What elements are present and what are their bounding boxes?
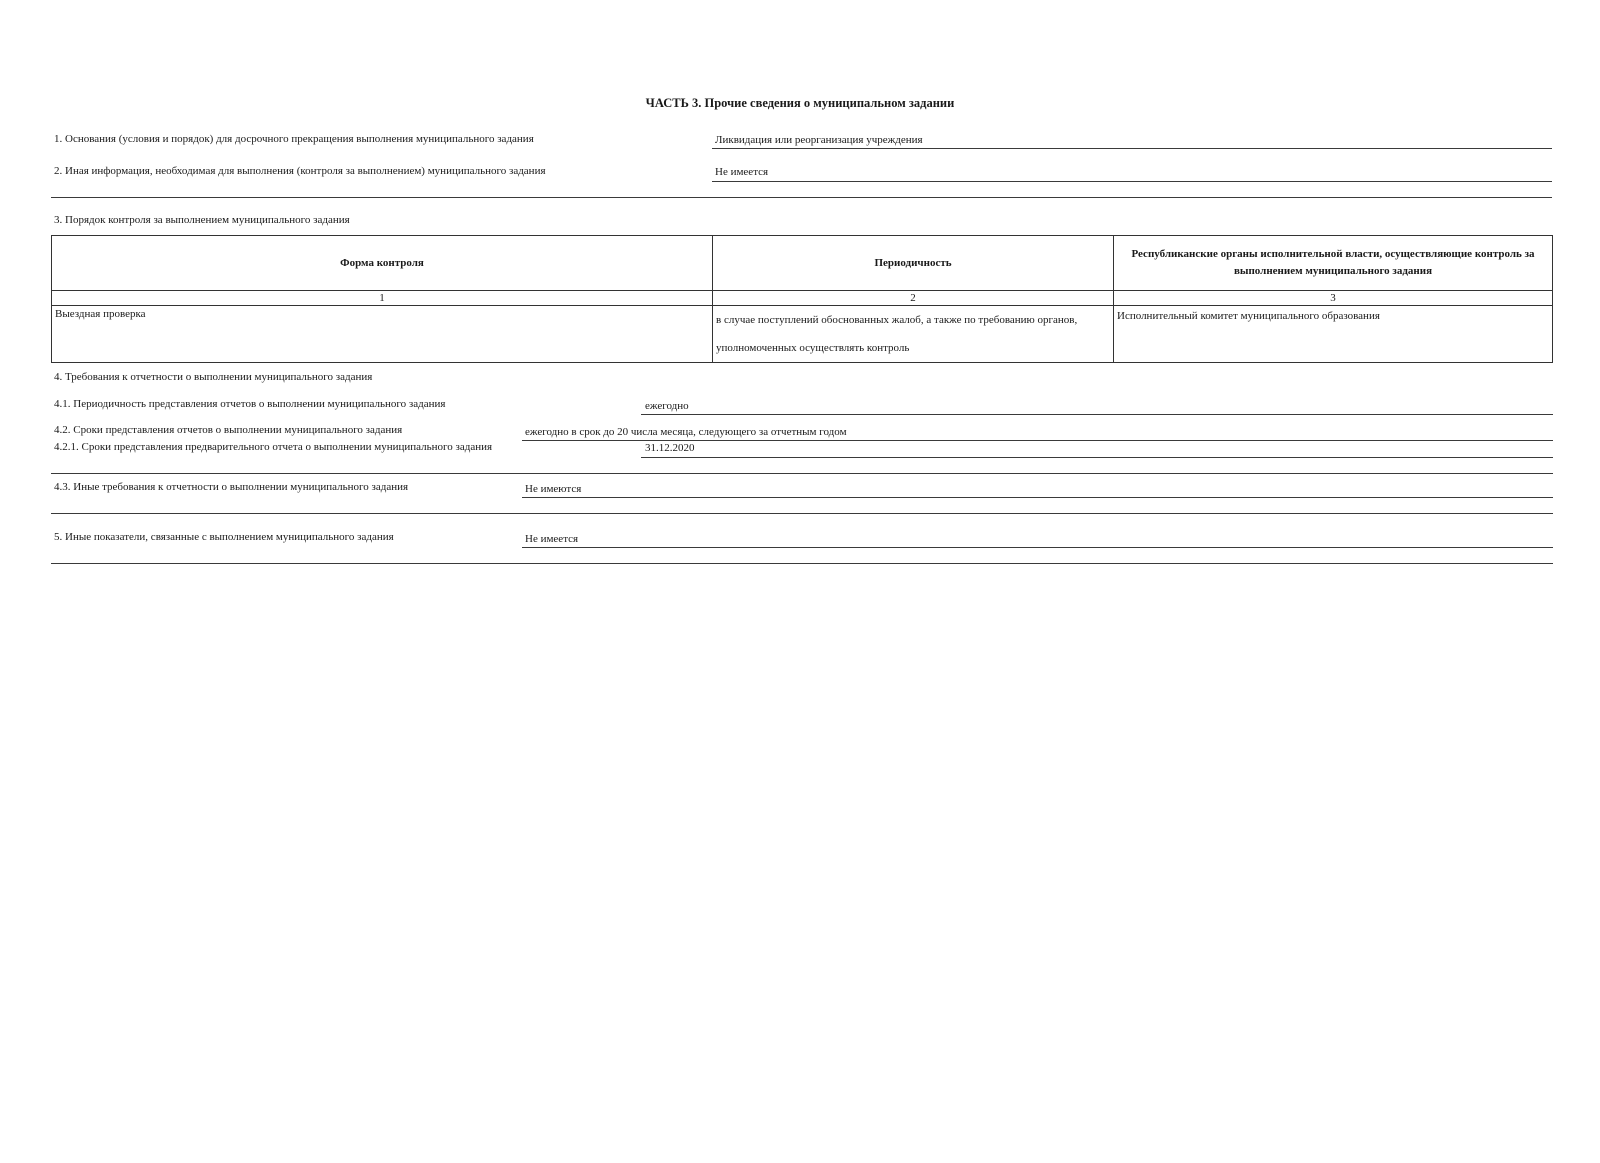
section43-label: 4.3. Иные требования к отчетности о выполнении муниципального задания — [54, 481, 409, 493]
header-control-form: Форма контроля — [52, 236, 713, 291]
section2-separator — [51, 197, 1552, 198]
section41-value: ежегодно — [645, 400, 689, 412]
section4-label: 4. Требования к отчетности о выполнении муниципального задания — [54, 371, 373, 383]
table-row — [52, 306, 1553, 363]
section1-underline — [712, 148, 1552, 149]
table-number-row — [52, 291, 1553, 306]
section421-underline — [641, 457, 1553, 458]
column-number: 1 — [52, 291, 713, 306]
section421-label: 4.2.1. Сроки представления предварительного отчета о выполнении муниципального задания — [54, 441, 493, 453]
column-number: 2 — [713, 291, 1114, 306]
section5-separator — [51, 563, 1553, 564]
section41-underline — [641, 414, 1553, 415]
section42-value: ежегодно в срок до 20 числа месяца, следующего за отчетным годом — [525, 426, 847, 438]
section2-underline — [712, 181, 1552, 182]
header-authorities: Республиканские органы исполнительной власти, осуществляющие контроль за выполнением муниципального задания — [1114, 236, 1553, 291]
section5-value: Не имеется — [525, 533, 579, 545]
section421-separator — [51, 473, 1553, 474]
table-header-row — [52, 236, 1553, 291]
section2-value: Не имеется — [715, 166, 769, 178]
column-number: 3 — [1114, 291, 1553, 306]
header-periodicity: Периодичность — [713, 236, 1114, 291]
section42-label: 4.2. Сроки представления отчетов о выполнении муниципального задания — [54, 424, 403, 436]
section1-value: Ликвидация или реорганизация учреждения — [715, 134, 923, 146]
section5-label: 5. Иные показатели, связанные с выполнением муниципального задания — [54, 531, 394, 543]
section2-label: 2. Иная информация, необходимая для выполнения (контроля за выполнением) муниципального задания — [54, 165, 546, 177]
page-title: ЧАСТЬ 3. Прочие сведения о муниципальном задании — [645, 96, 955, 110]
section43-value: Не имеются — [525, 483, 582, 495]
section41-label: 4.1. Периодичность представления отчетов о выполнении муниципального задания — [54, 398, 446, 410]
section43-separator — [51, 513, 1553, 514]
section5-underline — [522, 547, 1553, 548]
section421-value: 31.12.2020 — [645, 442, 695, 454]
control-table — [51, 235, 1553, 363]
section1-label: 1. Основания (условия и порядок) для досрочного прекращения выполнения муниципального задания — [54, 133, 534, 145]
table-cell-periodicity: в случае поступлений обоснованных жалоб, а также по требованию органов, уполномоченных осуществлять контроль — [713, 306, 1114, 363]
section42-underline — [522, 440, 1553, 441]
section43-underline — [522, 497, 1553, 498]
table-cell-authority: Исполнительный комитет муниципального образования — [1114, 306, 1553, 363]
table-cell-control-form: Выездная проверка — [52, 306, 713, 363]
section3-label: 3. Порядок контроля за выполнением муниципального задания — [54, 214, 350, 226]
